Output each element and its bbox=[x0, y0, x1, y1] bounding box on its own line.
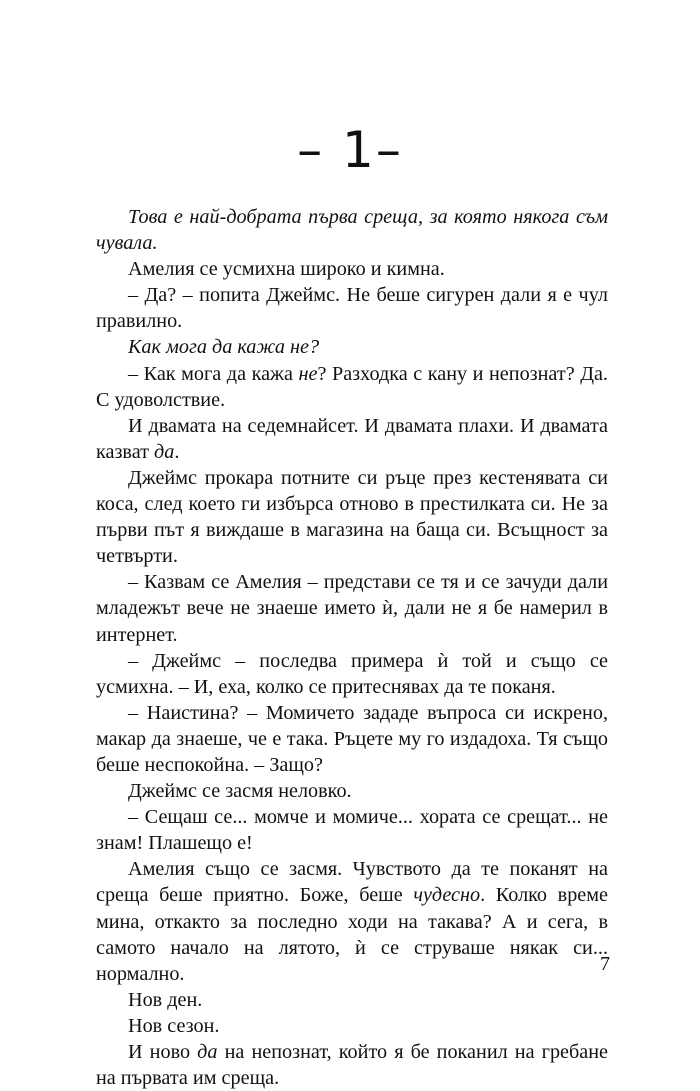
text-run: ? Разходка с кану и непознат? Да. С удоволствие. bbox=[96, 362, 608, 411]
text-run: – Как мога да кажа bbox=[128, 362, 299, 385]
chapter-heading: – 1– bbox=[297, 121, 403, 179]
text-run: И ново bbox=[128, 1041, 198, 1063]
text-run: – Джеймс – последва примера ѝ той и също се усмихна. – И, еха, колко се притеснявах да те поканя. bbox=[96, 649, 608, 698]
paragraph bbox=[96, 804, 608, 856]
text-run: на непознат, който я бе поканил на гребане на първата им среща. bbox=[96, 1041, 608, 1090]
text-run: Джеймс прокара потните си ръце през кестенявата си коса, след което ги избърса отново в престилката си. Не за първи път я виждаше в магазина на баща си. Всъщност за четвърти. bbox=[96, 466, 608, 568]
italic-text: да bbox=[197, 1041, 218, 1063]
text-run: И двамата на седемнайсет. И двамата плахи. И двамата казват bbox=[96, 414, 608, 463]
italic-text: не bbox=[298, 362, 318, 385]
paragraph bbox=[96, 856, 608, 986]
text-run: – Да? – попита Джеймс. Не беше сигурен дали я е чул правилно. bbox=[96, 284, 608, 333]
text-run: Нов ден. bbox=[128, 988, 203, 1011]
text-run: – Наистина? – Момичето зададе въпроса си искрено, макар да знаеше, че е така. Ръцете му го издадоха. Тя също беше неспокойна. – Защо? bbox=[96, 701, 608, 776]
paragraph bbox=[96, 648, 608, 700]
text-run: . Колко време мина, откакто за последно ходи на такава? А и сега, в самото начало на лятото, ѝ се струваше някак си... нормално. bbox=[96, 884, 608, 985]
paragraph bbox=[96, 413, 608, 465]
text-run: . bbox=[174, 440, 180, 463]
text-run: – Сещаш се... момче и момиче... хората се срещат... не знам! Плашещо е! bbox=[96, 806, 608, 855]
paragraph bbox=[96, 256, 608, 282]
paragraph bbox=[96, 1013, 608, 1039]
paragraph bbox=[96, 465, 608, 569]
paragraph bbox=[96, 569, 608, 647]
paragraph bbox=[96, 334, 608, 360]
text-run: Амелия също се засмя. Чувството да те поканят на среща беше приятно. Боже, беше bbox=[96, 858, 608, 907]
text-run: Нов сезон. bbox=[128, 1014, 220, 1037]
paragraph bbox=[96, 204, 608, 256]
paragraph bbox=[96, 282, 608, 334]
text-run: Джеймс се засмя неловко. bbox=[128, 780, 352, 803]
italic-text: Как мога да кажа не? bbox=[128, 336, 320, 359]
text-run: Амелия се усмихна широко и кимна. bbox=[128, 258, 445, 281]
italic-text: чудесно bbox=[413, 884, 481, 907]
paragraph bbox=[96, 361, 608, 413]
paragraph bbox=[96, 778, 608, 804]
italic-text: Това е най-добрата първа среща, за която някога съм чувала. bbox=[96, 206, 608, 255]
text-run: – Казвам се Амелия – представи се тя и се зачуди дали младежът вече не знаеше името ѝ, дали не я бе намерил в интернет. bbox=[96, 571, 608, 646]
chapter-text bbox=[96, 204, 608, 1091]
paragraph bbox=[96, 987, 608, 1013]
italic-text: да bbox=[154, 440, 175, 463]
page-number: 7 bbox=[600, 953, 610, 975]
paragraph bbox=[96, 1039, 608, 1091]
paragraph bbox=[96, 700, 608, 778]
